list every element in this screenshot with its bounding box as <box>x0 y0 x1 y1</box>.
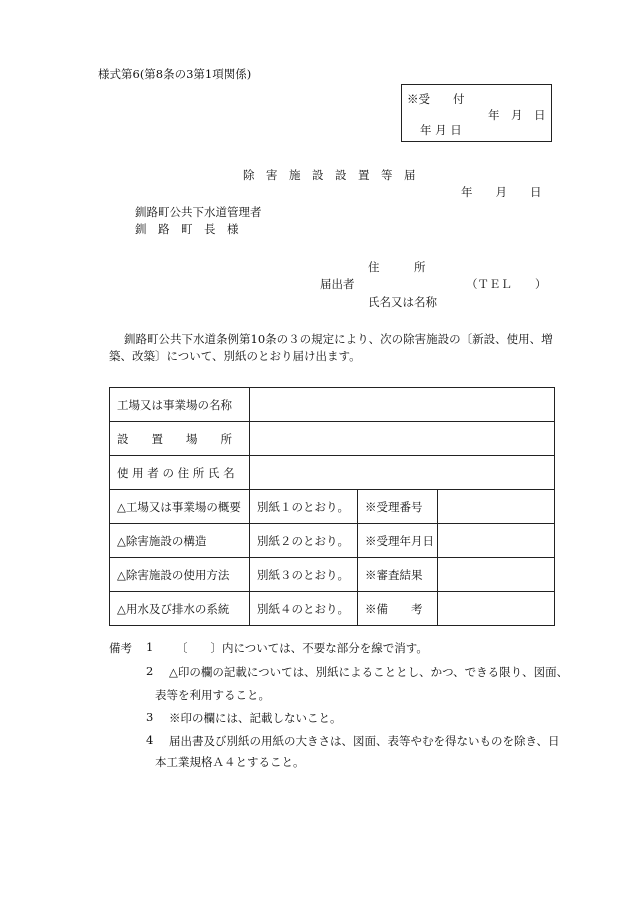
table-row <box>110 490 555 524</box>
office-field[interactable] <box>438 558 555 592</box>
row-label: △除害施設の使用方法 <box>110 558 250 592</box>
row-label: 工場又は事業場の名称 <box>110 388 250 422</box>
row-value: 別紙３のとおり。 <box>250 558 358 592</box>
receipt-date-1: 年 月 日 <box>488 108 546 122</box>
submission-date: 年 月 日 <box>461 185 542 199</box>
facility-table <box>109 387 555 626</box>
row-label: △工場又は事業場の概要 <box>110 490 250 524</box>
office-label: ※審査結果 <box>358 558 438 592</box>
remark-number: 4 <box>146 733 154 747</box>
address-label: 住 所 <box>368 260 426 274</box>
row-label: △除害施設の構造 <box>110 524 250 558</box>
row-value: 別紙２のとおり。 <box>250 524 358 558</box>
table-row <box>110 558 555 592</box>
remark-text-cont: 本工業規格Ａ４とすること。 <box>155 755 305 769</box>
row-label: 使 用 者 の 住 所 氏 名 <box>110 456 250 490</box>
row-value: 別紙１のとおり。 <box>250 490 358 524</box>
remark-text: 届出書及び別紙の用紙の大きさは、図面、表等やむを得ないものを除き、日 <box>169 734 560 748</box>
receipt-label: ※受 付 <box>407 92 465 106</box>
remark-number: 2 <box>146 664 154 678</box>
remark-text-cont: 表等を利用すること。 <box>155 688 270 702</box>
table-row <box>110 456 555 490</box>
remark-text: 〔 〕内については、不要な部分を線で消す。 <box>176 641 428 655</box>
table-row <box>110 422 555 456</box>
remark-text: △印の欄の記載については、別紙によることとし、かつ、できる限り、図面、 <box>169 665 569 679</box>
row-label: △用水及び排水の系統 <box>110 592 250 626</box>
office-field[interactable] <box>438 524 555 558</box>
table-row <box>110 592 555 626</box>
addressee-line-1: 釧路町公共下水道管理者 <box>135 205 262 219</box>
remark-number: 1 <box>146 640 154 654</box>
location-field[interactable] <box>250 422 555 456</box>
name-label: 氏名又は名称 <box>368 295 437 309</box>
document-title: 除 害 施 設 設 置 等 届 <box>243 168 416 182</box>
addressee-line-2: 釧 路 町 長 様 <box>135 222 239 236</box>
table-row <box>110 388 555 422</box>
body-text-line-2: 築、改築〕について、別紙のとおり届け出ます。 <box>109 349 361 363</box>
row-value: 別紙４のとおり。 <box>250 592 358 626</box>
user-address-name-field[interactable] <box>250 456 555 490</box>
body-text-line-1: 釧路町公共下水道条例第10条の３の規定により、次の除害施設の〔新設、使用、増 <box>124 332 553 346</box>
receipt-box <box>401 84 552 142</box>
notifier-label: 届出者 <box>320 277 355 291</box>
table-row <box>110 524 555 558</box>
row-label: 設 置 場 所 <box>110 422 250 456</box>
office-field[interactable] <box>438 490 555 524</box>
remarks-heading: 備考 <box>109 641 132 655</box>
office-label: ※備 考 <box>358 592 438 626</box>
tel-label: （ＴＥＬ ） <box>466 277 547 291</box>
remark-text: ※印の欄には、記載しないこと。 <box>169 711 342 725</box>
office-field[interactable] <box>438 592 555 626</box>
receipt-date-2: 年 月 日 <box>420 123 462 137</box>
office-label: ※受理番号 <box>358 490 438 524</box>
form-id: 様式第6(第8条の3第1項関係) <box>98 67 252 81</box>
remark-number: 3 <box>146 710 154 724</box>
office-label: ※受理年月日 <box>358 524 438 558</box>
facility-name-field[interactable] <box>250 388 555 422</box>
